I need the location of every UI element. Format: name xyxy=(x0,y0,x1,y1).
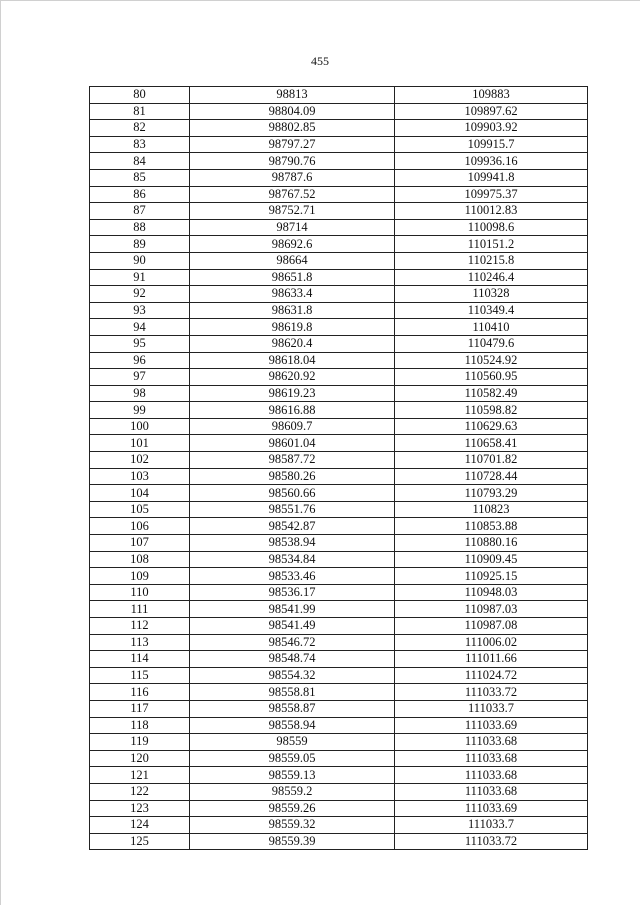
point-number-cell: 86 xyxy=(90,186,190,203)
y-coordinate-cell: 111033.72 xyxy=(395,684,588,701)
table-row xyxy=(90,352,588,369)
x-coordinate-cell: 98533.46 xyxy=(190,568,395,585)
page-number: 455 xyxy=(311,54,329,68)
y-coordinate-cell: 111033.7 xyxy=(395,700,588,717)
y-coordinate-cell: 111006.02 xyxy=(395,634,588,651)
point-number-cell: 113 xyxy=(90,634,190,651)
table-row xyxy=(90,369,588,386)
x-coordinate-cell: 98790.76 xyxy=(190,153,395,170)
y-coordinate-cell: 109897.62 xyxy=(395,103,588,120)
point-number-cell: 104 xyxy=(90,485,190,502)
table-row xyxy=(90,87,588,104)
x-coordinate-cell: 98559 xyxy=(190,734,395,751)
point-number-cell: 110 xyxy=(90,584,190,601)
table-row xyxy=(90,518,588,535)
point-number-cell: 115 xyxy=(90,667,190,684)
table-row xyxy=(90,435,588,452)
x-coordinate-cell: 98558.81 xyxy=(190,684,395,701)
table-row xyxy=(90,634,588,651)
x-coordinate-cell: 98616.88 xyxy=(190,402,395,419)
point-number-cell: 82 xyxy=(90,120,190,137)
point-number-cell: 92 xyxy=(90,286,190,303)
y-coordinate-cell: 110012.83 xyxy=(395,203,588,220)
table-row xyxy=(90,252,588,269)
x-coordinate-cell: 98559.05 xyxy=(190,750,395,767)
y-coordinate-cell: 109975.37 xyxy=(395,186,588,203)
table-row xyxy=(90,402,588,419)
table-row xyxy=(90,734,588,751)
x-coordinate-cell: 98541.99 xyxy=(190,601,395,618)
x-coordinate-cell: 98631.8 xyxy=(190,302,395,319)
y-coordinate-cell: 109903.92 xyxy=(395,120,588,137)
point-number-cell: 124 xyxy=(90,817,190,834)
x-coordinate-cell: 98633.4 xyxy=(190,286,395,303)
table-row xyxy=(90,618,588,635)
table-row xyxy=(90,302,588,319)
table-row xyxy=(90,667,588,684)
table-row xyxy=(90,286,588,303)
x-coordinate-cell: 98787.6 xyxy=(190,169,395,186)
x-coordinate-cell: 98538.94 xyxy=(190,535,395,552)
point-number-cell: 88 xyxy=(90,219,190,236)
point-number-cell: 85 xyxy=(90,169,190,186)
point-number-cell: 96 xyxy=(90,352,190,369)
x-coordinate-cell: 98559.39 xyxy=(190,833,395,850)
point-number-cell: 121 xyxy=(90,767,190,784)
y-coordinate-cell: 111033.68 xyxy=(395,767,588,784)
y-coordinate-cell: 109941.8 xyxy=(395,169,588,186)
table-row xyxy=(90,186,588,203)
coordinate-table xyxy=(89,86,588,850)
table-row xyxy=(90,601,588,618)
y-coordinate-cell: 110479.6 xyxy=(395,335,588,352)
point-number-cell: 117 xyxy=(90,700,190,717)
x-coordinate-cell: 98536.17 xyxy=(190,584,395,601)
x-coordinate-cell: 98797.27 xyxy=(190,136,395,153)
x-coordinate-cell: 98542.87 xyxy=(190,518,395,535)
y-coordinate-cell: 110701.82 xyxy=(395,452,588,469)
point-number-cell: 106 xyxy=(90,518,190,535)
table-row xyxy=(90,319,588,336)
x-coordinate-cell: 98692.6 xyxy=(190,236,395,253)
table-row xyxy=(90,833,588,850)
y-coordinate-cell: 111033.68 xyxy=(395,750,588,767)
x-coordinate-cell: 98558.87 xyxy=(190,700,395,717)
point-number-cell: 107 xyxy=(90,535,190,552)
y-coordinate-cell: 110524.92 xyxy=(395,352,588,369)
x-coordinate-cell: 98651.8 xyxy=(190,269,395,286)
y-coordinate-cell: 110410 xyxy=(395,319,588,336)
table-row xyxy=(90,236,588,253)
table-row xyxy=(90,750,588,767)
point-number-cell: 87 xyxy=(90,203,190,220)
x-coordinate-cell: 98752.71 xyxy=(190,203,395,220)
table-row xyxy=(90,103,588,120)
x-coordinate-cell: 98558.94 xyxy=(190,717,395,734)
x-coordinate-cell: 98804.09 xyxy=(190,103,395,120)
point-number-cell: 114 xyxy=(90,651,190,668)
y-coordinate-cell: 111033.69 xyxy=(395,717,588,734)
point-number-cell: 105 xyxy=(90,501,190,518)
point-number-cell: 81 xyxy=(90,103,190,120)
x-coordinate-cell: 98559.2 xyxy=(190,783,395,800)
y-coordinate-cell: 111033.68 xyxy=(395,783,588,800)
y-coordinate-cell: 111033.68 xyxy=(395,734,588,751)
point-number-cell: 99 xyxy=(90,402,190,419)
point-number-cell: 89 xyxy=(90,236,190,253)
y-coordinate-cell: 110598.82 xyxy=(395,402,588,419)
point-number-cell: 98 xyxy=(90,385,190,402)
x-coordinate-cell: 98587.72 xyxy=(190,452,395,469)
y-coordinate-cell: 110880.16 xyxy=(395,535,588,552)
table-row xyxy=(90,169,588,186)
y-coordinate-cell: 110823 xyxy=(395,501,588,518)
y-coordinate-cell: 110098.6 xyxy=(395,219,588,236)
x-coordinate-cell: 98601.04 xyxy=(190,435,395,452)
y-coordinate-cell: 111033.69 xyxy=(395,800,588,817)
point-number-cell: 109 xyxy=(90,568,190,585)
table-row xyxy=(90,783,588,800)
y-coordinate-cell: 110246.4 xyxy=(395,269,588,286)
point-number-cell: 112 xyxy=(90,618,190,635)
table-row xyxy=(90,120,588,137)
y-coordinate-cell: 109915.7 xyxy=(395,136,588,153)
x-coordinate-cell: 98559.26 xyxy=(190,800,395,817)
table-row xyxy=(90,700,588,717)
x-coordinate-cell: 98559.32 xyxy=(190,817,395,834)
x-coordinate-cell: 98620.4 xyxy=(190,335,395,352)
point-number-cell: 101 xyxy=(90,435,190,452)
table-row xyxy=(90,385,588,402)
table-row xyxy=(90,418,588,435)
table-row xyxy=(90,684,588,701)
y-coordinate-cell: 110925.15 xyxy=(395,568,588,585)
x-coordinate-cell: 98714 xyxy=(190,219,395,236)
y-coordinate-cell: 110658.41 xyxy=(395,435,588,452)
coordinate-table-body xyxy=(90,87,588,850)
point-number-cell: 83 xyxy=(90,136,190,153)
table-row xyxy=(90,203,588,220)
y-coordinate-cell: 111033.7 xyxy=(395,817,588,834)
point-number-cell: 119 xyxy=(90,734,190,751)
y-coordinate-cell: 110215.8 xyxy=(395,252,588,269)
point-number-cell: 118 xyxy=(90,717,190,734)
x-coordinate-cell: 98620.92 xyxy=(190,369,395,386)
point-number-cell: 116 xyxy=(90,684,190,701)
y-coordinate-cell: 110582.49 xyxy=(395,385,588,402)
y-coordinate-cell: 110560.95 xyxy=(395,369,588,386)
table-row xyxy=(90,767,588,784)
x-coordinate-cell: 98541.49 xyxy=(190,618,395,635)
table-row xyxy=(90,584,588,601)
x-coordinate-cell: 98618.04 xyxy=(190,352,395,369)
y-coordinate-cell: 110853.88 xyxy=(395,518,588,535)
y-coordinate-cell: 110987.03 xyxy=(395,601,588,618)
x-coordinate-cell: 98767.52 xyxy=(190,186,395,203)
table-row xyxy=(90,717,588,734)
point-number-cell: 95 xyxy=(90,335,190,352)
x-coordinate-cell: 98548.74 xyxy=(190,651,395,668)
y-coordinate-cell: 110328 xyxy=(395,286,588,303)
table-row xyxy=(90,551,588,568)
x-coordinate-cell: 98551.76 xyxy=(190,501,395,518)
table-row xyxy=(90,501,588,518)
y-coordinate-cell: 110909.45 xyxy=(395,551,588,568)
point-number-cell: 94 xyxy=(90,319,190,336)
y-coordinate-cell: 111033.72 xyxy=(395,833,588,850)
page-left-edge xyxy=(0,0,1,905)
point-number-cell: 102 xyxy=(90,452,190,469)
x-coordinate-cell: 98619.8 xyxy=(190,319,395,336)
y-coordinate-cell: 110987.08 xyxy=(395,618,588,635)
point-number-cell: 80 xyxy=(90,87,190,104)
point-number-cell: 100 xyxy=(90,418,190,435)
table-row xyxy=(90,269,588,286)
table-row xyxy=(90,153,588,170)
point-number-cell: 84 xyxy=(90,153,190,170)
point-number-cell: 93 xyxy=(90,302,190,319)
point-number-cell: 97 xyxy=(90,369,190,386)
table-row xyxy=(90,485,588,502)
table-row xyxy=(90,335,588,352)
x-coordinate-cell: 98534.84 xyxy=(190,551,395,568)
point-number-cell: 108 xyxy=(90,551,190,568)
point-number-cell: 111 xyxy=(90,601,190,618)
y-coordinate-cell: 110629.63 xyxy=(395,418,588,435)
x-coordinate-cell: 98813 xyxy=(190,87,395,104)
x-coordinate-cell: 98554.32 xyxy=(190,667,395,684)
point-number-cell: 90 xyxy=(90,252,190,269)
y-coordinate-cell: 110728.44 xyxy=(395,468,588,485)
y-coordinate-cell: 110349.4 xyxy=(395,302,588,319)
x-coordinate-cell: 98609.7 xyxy=(190,418,395,435)
table-row xyxy=(90,535,588,552)
table-row xyxy=(90,452,588,469)
page-top-edge xyxy=(0,0,640,1)
table-row xyxy=(90,800,588,817)
y-coordinate-cell: 110151.2 xyxy=(395,236,588,253)
point-number-cell: 125 xyxy=(90,833,190,850)
x-coordinate-cell: 98664 xyxy=(190,252,395,269)
point-number-cell: 103 xyxy=(90,468,190,485)
point-number-cell: 120 xyxy=(90,750,190,767)
table-row xyxy=(90,817,588,834)
x-coordinate-cell: 98802.85 xyxy=(190,120,395,137)
table-row xyxy=(90,568,588,585)
y-coordinate-cell: 110793.29 xyxy=(395,485,588,502)
y-coordinate-cell: 111024.72 xyxy=(395,667,588,684)
table-row xyxy=(90,468,588,485)
x-coordinate-cell: 98559.13 xyxy=(190,767,395,784)
point-number-cell: 91 xyxy=(90,269,190,286)
y-coordinate-cell: 109936.16 xyxy=(395,153,588,170)
y-coordinate-cell: 111011.66 xyxy=(395,651,588,668)
y-coordinate-cell: 109883 xyxy=(395,87,588,104)
point-number-cell: 122 xyxy=(90,783,190,800)
x-coordinate-cell: 98546.72 xyxy=(190,634,395,651)
table-row xyxy=(90,136,588,153)
table-row xyxy=(90,219,588,236)
x-coordinate-cell: 98580.26 xyxy=(190,468,395,485)
y-coordinate-cell: 110948.03 xyxy=(395,584,588,601)
table-row xyxy=(90,651,588,668)
point-number-cell: 123 xyxy=(90,800,190,817)
x-coordinate-cell: 98619.23 xyxy=(190,385,395,402)
x-coordinate-cell: 98560.66 xyxy=(190,485,395,502)
